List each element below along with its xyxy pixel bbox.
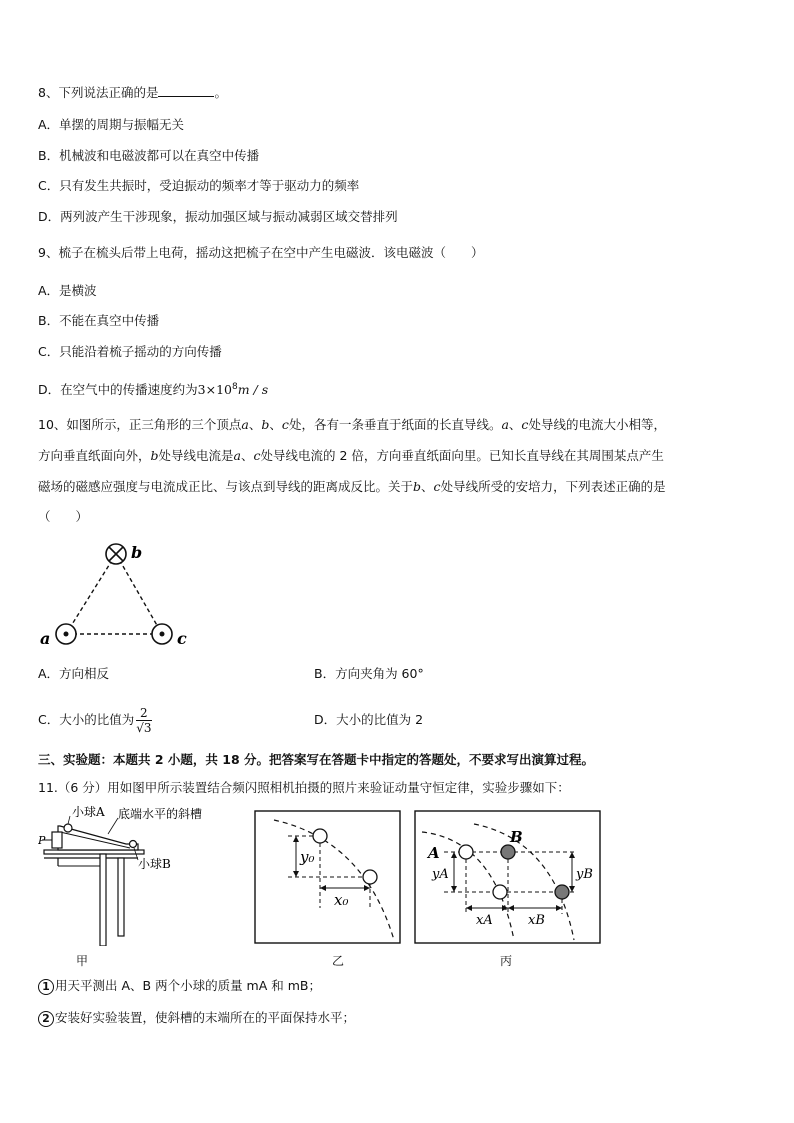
q9-option-d-prefix: D．在空气中的传播速度约为 bbox=[38, 382, 198, 398]
q10-text: 处导线的电流大小相等， bbox=[528, 417, 666, 432]
q10-text: 处，各有一条垂直于纸面的长直导线。 bbox=[288, 417, 502, 432]
q11-step-1 bbox=[38, 978, 321, 995]
q10-line1 bbox=[38, 417, 666, 433]
var-c: c bbox=[521, 417, 529, 432]
var-a: a bbox=[241, 417, 249, 432]
side-ab bbox=[66, 554, 116, 634]
q8-stem-text: 8、下列说法正确的是 bbox=[38, 85, 159, 100]
q11-step-2 bbox=[38, 1010, 355, 1027]
var-a: a bbox=[233, 448, 241, 463]
step-number-circle: 1 bbox=[38, 979, 54, 995]
wire-c-out-of-page-icon bbox=[152, 624, 172, 644]
label-yB: yB bbox=[576, 867, 593, 882]
q10-text: 处导线电流是 bbox=[158, 448, 234, 463]
step-number-circle: 2 bbox=[38, 1011, 54, 1027]
q9-option-a: A．是横波 bbox=[38, 283, 97, 298]
fraction-numerator: 2 bbox=[136, 706, 151, 721]
fraction bbox=[136, 706, 151, 735]
q10-line4: （ ） bbox=[38, 509, 89, 524]
label-B: B bbox=[510, 828, 523, 846]
caption-yi: 乙 bbox=[332, 954, 345, 968]
sep: 、 bbox=[508, 417, 522, 432]
label-a: a bbox=[40, 629, 51, 648]
caption-jia: 甲 bbox=[76, 954, 89, 968]
side-bc bbox=[116, 554, 162, 634]
q10-option-b: B．方向夹角为 60° bbox=[314, 666, 424, 681]
section-3-title: 三、实验题：本题共 2 小题，共 18 分。把答案写在答题卡中指定的答题处，不要求写出演算过程。 bbox=[38, 752, 595, 767]
speed-exponent: 8 bbox=[231, 382, 238, 392]
q10-option-a: A．方向相反 bbox=[38, 666, 110, 681]
var-c: c bbox=[253, 448, 261, 463]
fraction-denominator: √3 bbox=[136, 721, 152, 735]
label-yA: yA bbox=[432, 867, 449, 882]
sep: 、 bbox=[241, 448, 254, 463]
q8-stem-end: 。 bbox=[214, 85, 227, 100]
sep: 、 bbox=[269, 417, 282, 432]
label-x0: x₀ bbox=[334, 891, 349, 909]
q10-text: 处导线电流的 2 倍，方向垂直纸面向里。已知长直导线在其周围某点产生 bbox=[260, 448, 664, 463]
q8-option-b: B．机械波和电磁波都可以在真空中传播 bbox=[38, 148, 260, 163]
label-p: P bbox=[38, 834, 46, 847]
q11-stem: 11.（6 分）用如图甲所示装置结合频闪照相机拍摄的照片来验证动量守恒定律，实验步骤如下： bbox=[38, 780, 570, 795]
caption-bing: 丙 bbox=[500, 954, 513, 968]
label-ramp: 底端水平的斜槽 bbox=[118, 807, 203, 821]
q8-stem bbox=[38, 84, 227, 101]
label-b: b bbox=[131, 543, 143, 562]
label-xB: xB bbox=[528, 913, 545, 928]
q8-option-a: A．单摆的周期与振幅无关 bbox=[38, 117, 185, 132]
step-2-text: 安装好实验装置，使斜槽的末端所在的平面保持水平； bbox=[55, 1010, 356, 1025]
q9-option-c: C．只能沿着梳子摇动的方向传播 bbox=[38, 344, 222, 359]
q9-option-d bbox=[38, 379, 268, 398]
triangle-wires-figure bbox=[36, 538, 196, 656]
wire-b-into-page-icon bbox=[106, 544, 126, 564]
q10-text: 10、如图所示，正三角形的三个顶点 bbox=[38, 417, 242, 432]
apparatus-figure-jia bbox=[38, 804, 238, 946]
photo-figure-bing bbox=[414, 810, 602, 946]
q10-text: 磁场的磁感应强度与电流成正比、与该点到导线的距离成反比。关于 bbox=[38, 479, 414, 494]
var-a: a bbox=[501, 417, 509, 432]
label-c: c bbox=[177, 629, 187, 648]
label-ball-a: 小球A bbox=[72, 805, 105, 819]
label-y0: y₀ bbox=[300, 848, 315, 866]
q10-text: 处导线所受的安培力，下列表述正确的是 bbox=[440, 479, 666, 494]
label-xA: xA bbox=[476, 913, 493, 928]
var-b: b bbox=[150, 448, 159, 463]
label-A: A bbox=[428, 844, 440, 862]
label-ball-b: 小球B bbox=[138, 857, 171, 871]
var-b: b bbox=[261, 417, 270, 432]
q9-option-b: B．不能在真空中传播 bbox=[38, 313, 160, 328]
q8-option-d: D．两列波产生干涉现象，振动加强区域与振动减弱区域交替排列 bbox=[38, 209, 398, 224]
q10-line2 bbox=[38, 448, 664, 464]
q10-line3 bbox=[38, 479, 666, 495]
sep: 、 bbox=[248, 417, 262, 432]
step-1-text: 用天平测出 A、B 两个小球的质量 mA 和 mB； bbox=[55, 978, 321, 993]
speed-value: 3×10 bbox=[197, 382, 232, 398]
q8-option-c: C．只有发生共振时，受迫振动的频率才等于驱动力的频率 bbox=[38, 178, 360, 193]
photo-figure-yi bbox=[254, 810, 402, 946]
answer-blank[interactable] bbox=[158, 84, 214, 97]
q10-text: 方向垂直纸面向外， bbox=[38, 448, 151, 463]
q9-stem: 9、梳子在梳头后带上电荷，摇动这把梳子在空中产生电磁波．该电磁波（ ） bbox=[38, 245, 484, 260]
sep: 、 bbox=[421, 479, 434, 494]
var-c: c bbox=[433, 479, 441, 494]
q10-option-d: D．大小的比值为 2 bbox=[314, 712, 424, 727]
var-c: c bbox=[281, 417, 289, 432]
var-b: b bbox=[413, 479, 422, 494]
q10-option-c-prefix: C．大小的比值为 bbox=[38, 712, 135, 727]
wire-a-out-of-page-icon bbox=[56, 624, 76, 644]
speed-unit: m / s bbox=[237, 382, 269, 398]
q10-option-c bbox=[38, 705, 152, 735]
